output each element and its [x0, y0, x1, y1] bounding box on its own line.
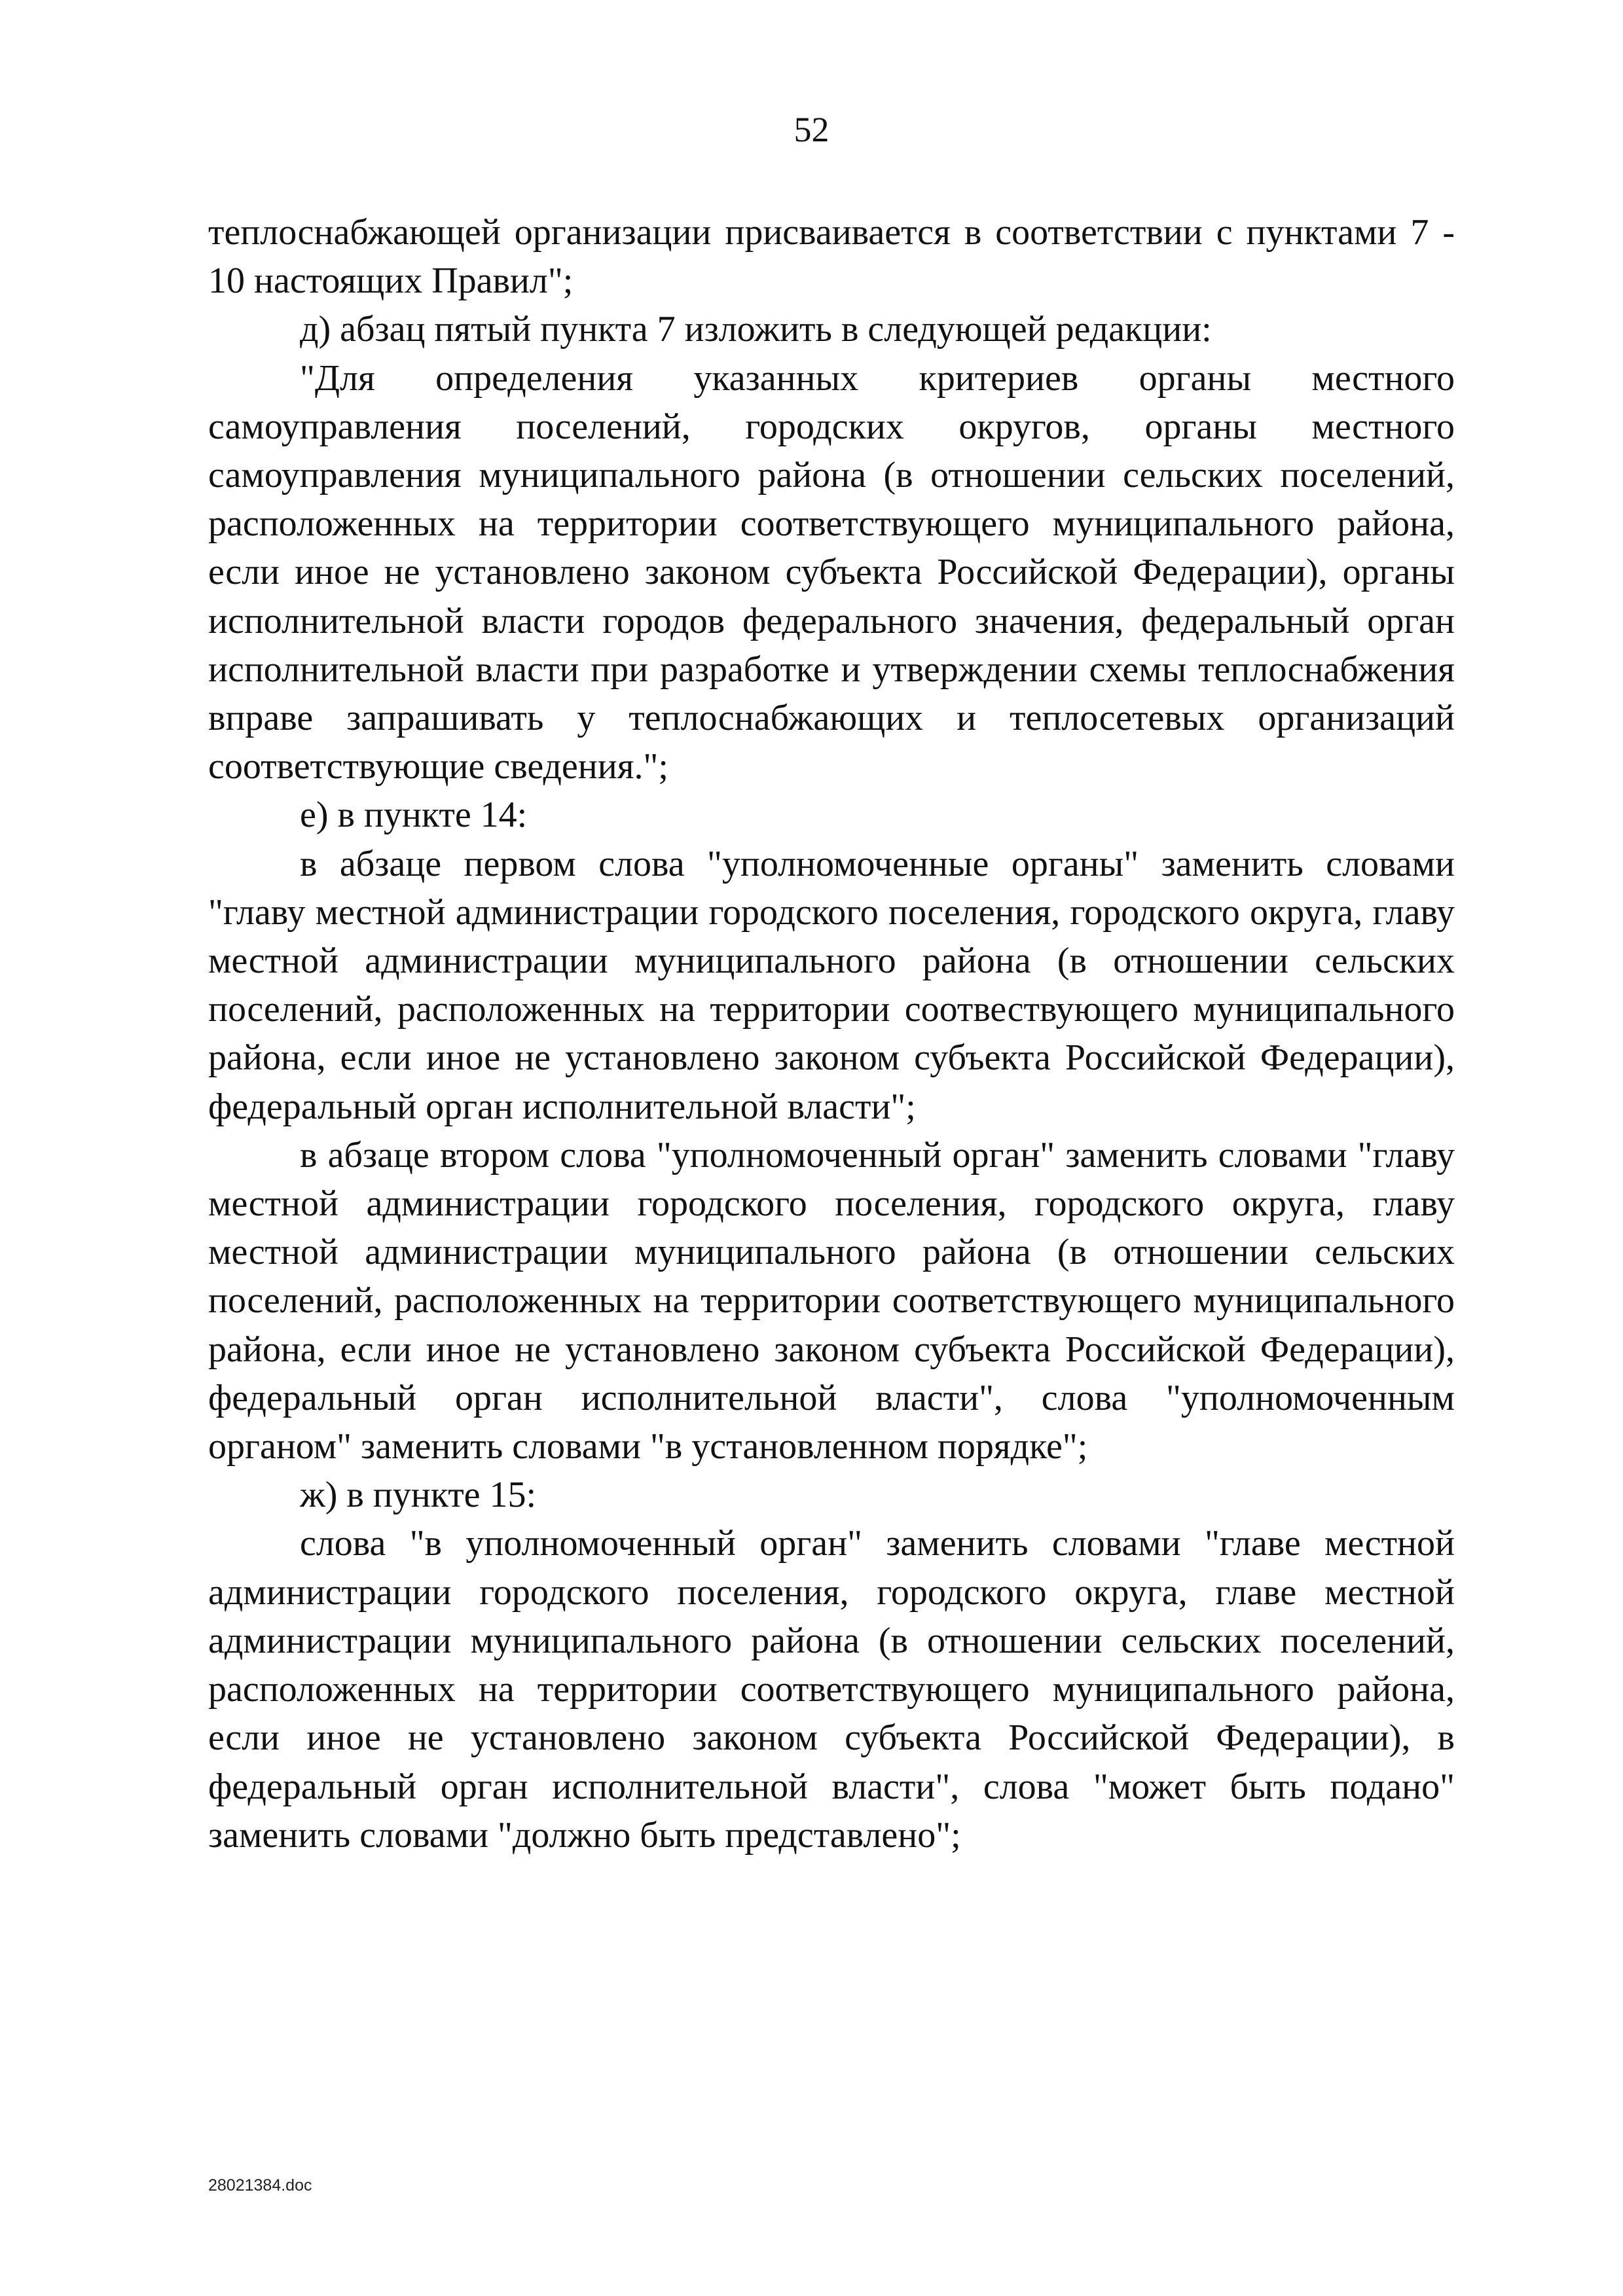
- paragraph-quoted-text: "Для определения указанных критериев органы местного самоуправления поселений, городских округов, органы местного самоуправления муниципального района (в отношении сельских поселений, расположенных на территории соответствующего муниципального района, если иное не установлено законом субъекта Российской Федерации), органы исполнительной власти городов федерального значения, федеральный орган исполнительной власти при разработке и утверждении схемы теплоснабжения вправе запрашивать у теплоснабжающих и теплосетевых организаций соответствующие сведения.";: [208, 357, 1455, 787]
- paragraph-item-zh: ж) в пункте 15:: [300, 1475, 537, 1516]
- paragraph-continuation: теплоснабжающей организации присваивается в соответствии с пунктами 7 - 10 настоящих Правил";: [208, 212, 1455, 302]
- paragraph-first-abzac: в абзаце первом слова "уполномоченные органы" заменить словами "главу местной администрации городского поселения, городского округа, главу местной администрации муниципального района (в отношении сельских поселений, расположенных на территории соотвествующего муниципального района, если иное не установлено законом субъекта Российской Федерации), федеральный орган исполнительной власти";: [208, 843, 1455, 1127]
- footer-filename: 28021384.doc: [208, 2176, 312, 2195]
- document-body: [208, 208, 1455, 1859]
- paragraph-second-abzac: в абзаце втором слова "уполномоченный орган" заменить словами "главу местной администрации городского поселения, городского округа, главу местной администрации муниципального района (в отношении сельских поселений, расположенных на территории соответствующего муниципального района, если иное не установлено законом субъекта Российской Федерации), федеральный орган исполнительной власти", слова "уполномоченным органом" заменить словами "в установленном порядке";: [208, 1134, 1455, 1467]
- paragraph-item-e: е) в пункте 14:: [300, 795, 528, 836]
- paragraph-item-d: д) абзац пятый пункта 7 изложить в следующей редакции:: [300, 309, 1212, 350]
- page-number: 52: [793, 110, 830, 149]
- paragraph-item-15-text: слова "в уполномоченный орган" заменить словами "главе местной администрации городского поселения, городского округа, главе местной администрации муниципального района (в отношении сельских поселений, расположенных на территории соответствующего муниципального района, если иное не установлено законом субъекта Российской Федерации), в федеральный орган исполнительной власти", слова "может быть подано" заменить словами "должно быть представлено";: [208, 1523, 1455, 1856]
